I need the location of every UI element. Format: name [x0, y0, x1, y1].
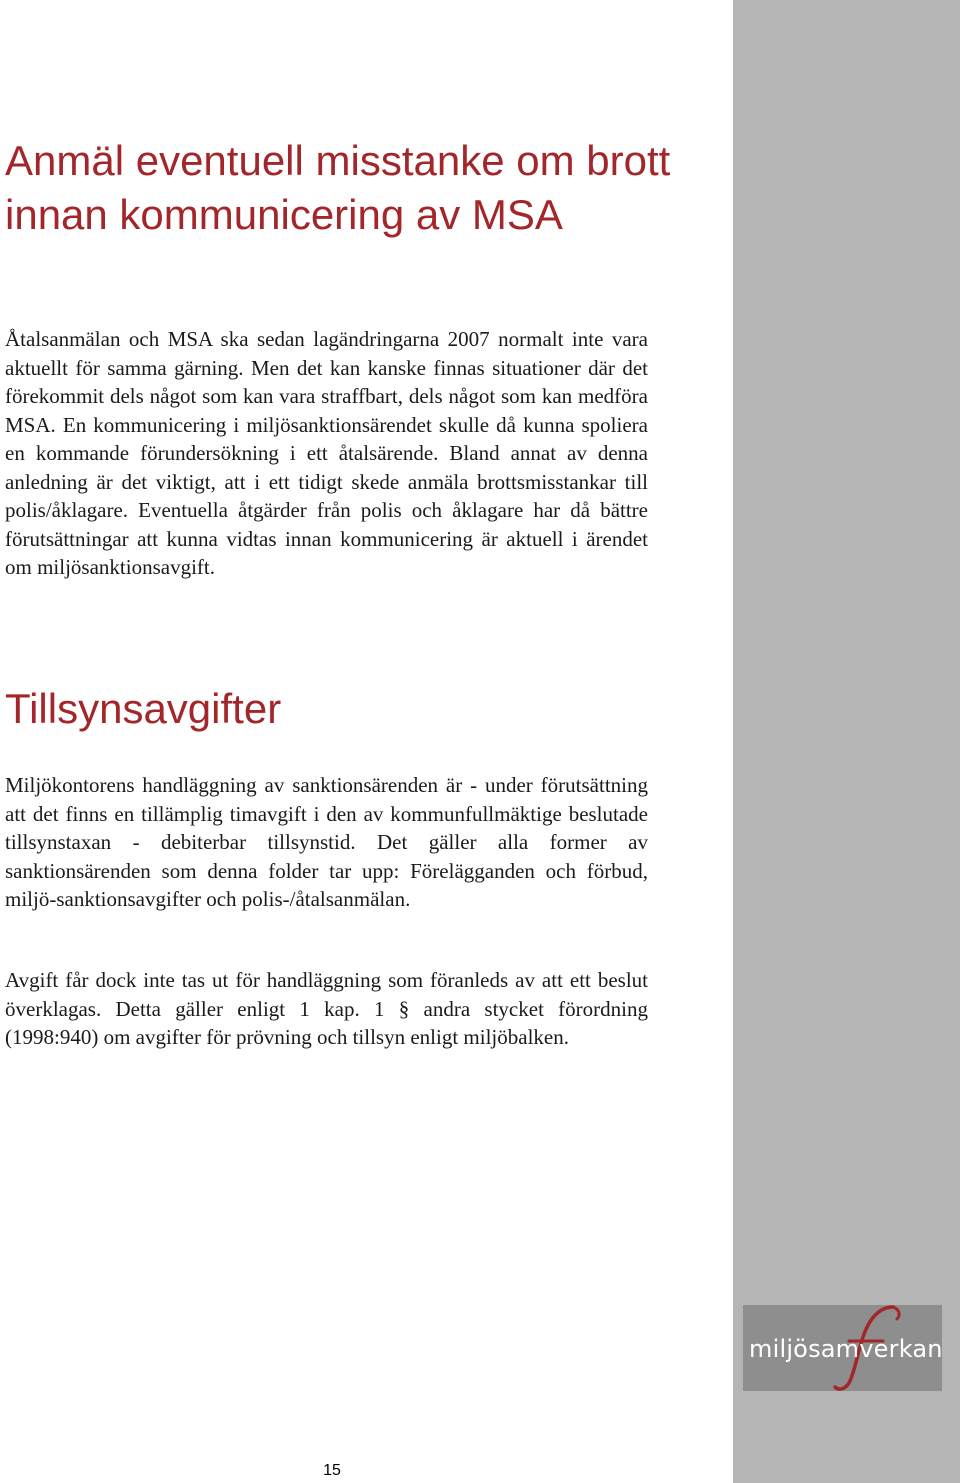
page-number: 15: [323, 1462, 341, 1479]
section-heading-tillsynsavgifter: Tillsynsavgifter: [5, 685, 282, 732]
logo-text: miljösamverkan: [749, 1335, 943, 1363]
section-heading-misstanke: Anmäl eventuell misstanke om brott innan kommunicering av MSA: [5, 137, 671, 238]
miljosamverkan-logo: [743, 1305, 942, 1391]
section-paragraph-misstanke: Åtalsanmälan och MSA ska sedan lagändringarna 2007 normalt inte vara aktuellt för samma gärning. Men det kan kanske finnas situationer där det förekommit dels något som kan vara straffbart, dels något som kan medföra MSA. En kommunicering i miljösanktionsärendet skulle då kunna spoliera en kommande förundersökning i ett åtalsärende. Bland annat av denna anledning är det viktigt, att i ett tidigt skede anmäla brottsmisstankar till polis/åklagare. Eventuella åtgärder från polis och åklagare har då bättre förutsättningar att kunna vidtas innan kommunicering är aktuell i ärendet om miljösanktionsavgift.: [5, 327, 648, 579]
section-paragraph-tillsynsavgifter-1: Miljökontorens handläggning av sanktionsärenden är - under förutsättning att det finns en tillämplig timavgift i den av kommunfullmäktige beslutade tillsynstaxan - debiterbar tillsynstid. Det gäller alla former av sanktionsärenden som denna folder tar upp: Förelägganden och förbud, miljö-sanktionsavgifter och polis-/åtalsanmälan.: [5, 773, 648, 911]
section-paragraph-tillsynsavgifter-2: Avgift får dock inte tas ut för handläggning som föranleds av att ett beslut överklagas. Detta gäller enligt 1 kap. 1 § andra stycket förordning (1998:940) om avgifter för prövning och tillsyn enligt miljöbalken.: [5, 968, 648, 1049]
sidebar-panel: [733, 0, 960, 1483]
